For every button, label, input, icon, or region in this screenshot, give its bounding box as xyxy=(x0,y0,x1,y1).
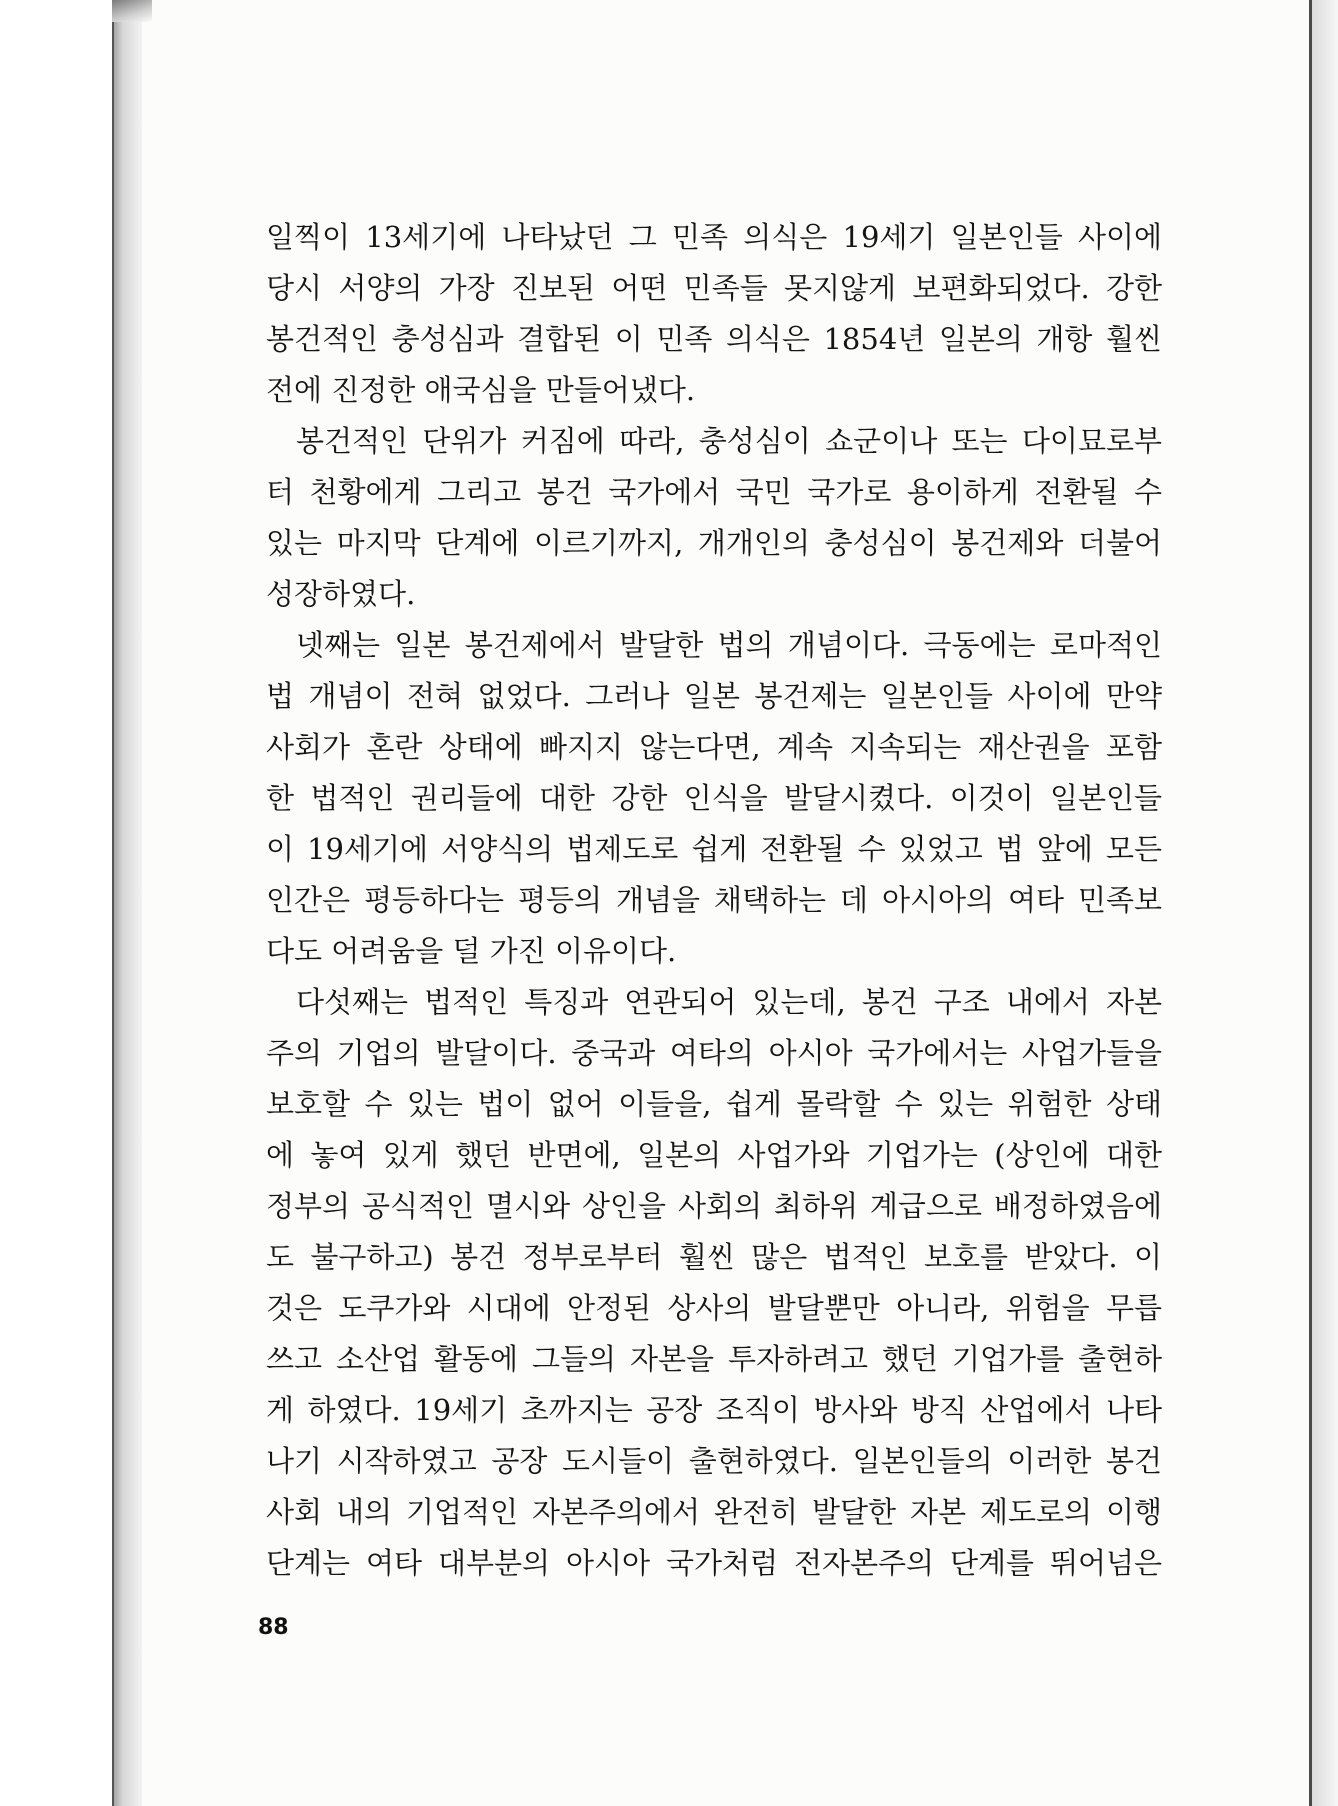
text-line: 다도 어려움을 덜 가진 이유이다. xyxy=(266,934,677,968)
text-line: 이 19세기에 서양식의 법제도로 쉽게 전환될 수 있었고 법 앞에 모든 xyxy=(266,832,1162,866)
page-spine-shadow xyxy=(112,0,142,1806)
page-left-edge xyxy=(112,0,114,1806)
text-line: 넷째는 일본 봉건제에서 발달한 법의 개념이다. 극동에는 로마적인 xyxy=(296,628,1162,662)
text-line: 정부의 공식적인 멸시와 상인을 사회의 최하위 계급으로 배정하였음에 xyxy=(266,1189,1162,1223)
text-line: 한 법적인 권리들에 대한 강한 인식을 발달시켰다. 이것이 일본인들 xyxy=(266,781,1162,815)
page-number: 88 xyxy=(258,1615,289,1640)
text-line: 인간은 평등하다는 평등의 개념을 채택하는 데 아시아의 여타 민족보 xyxy=(266,883,1162,917)
text-line: 사회 내의 기업적인 자본주의에서 완전히 발달한 자본 제도로의 이행 xyxy=(266,1495,1162,1529)
text-line: 터 천황에게 그리고 봉건 국가에서 국민 국가로 용이하게 전환될 수 xyxy=(266,475,1162,509)
text-line: 나기 시작하였고 공장 도시들이 출현하였다. 일본인들의 이러한 봉건 xyxy=(266,1444,1162,1478)
text-line: 당시 서양의 가장 진보된 어떤 민족들 못지않게 보편화되었다. 강한 xyxy=(266,271,1162,305)
text-line: 성장하였다. xyxy=(266,577,416,611)
text-line: 봉건적인 단위가 커짐에 따라, 충성심이 쇼군이나 또는 다이묘로부 xyxy=(296,424,1162,458)
text-line: 전에 진정한 애국심을 만들어냈다. xyxy=(266,373,696,407)
text-line: 사회가 혼란 상태에 빠지지 않는다면, 계속 지속되는 재산권을 포함 xyxy=(266,730,1162,764)
text-line: 것은 도쿠가와 시대에 안정된 상사의 발달뿐만 아니라, 위험을 무릅 xyxy=(266,1291,1162,1325)
text-line: 있는 마지막 단계에 이르기까지, 개개인의 충성심이 봉건제와 더불어 xyxy=(266,526,1162,560)
body-text xyxy=(266,212,1162,1589)
text-line: 쓰고 소산업 활동에 그들의 자본을 투자하려고 했던 기업가를 출현하 xyxy=(266,1342,1162,1376)
text-line: 게 하였다. 19세기 초까지는 공장 조직이 방사와 방직 산업에서 나타 xyxy=(266,1393,1162,1427)
text-line: 다섯째는 법적인 특징과 연관되어 있는데, 봉건 구조 내에서 자본 xyxy=(296,985,1162,1019)
background-right xyxy=(1312,0,1338,1806)
text-line: 주의 기업의 발달이다. 중국과 여타의 아시아 국가에서는 사업가들을 xyxy=(266,1036,1162,1070)
text-line: 에 놓여 있게 했던 반면에, 일본의 사업가와 기업가는 (상인에 대한 xyxy=(266,1138,1162,1172)
text-line: 보호할 수 있는 법이 없어 이들을, 쉽게 몰락할 수 있는 위험한 상태 xyxy=(266,1087,1162,1121)
page-corner-curl xyxy=(112,0,152,22)
text-line: 도 불구하고) 봉건 정부로부터 훨씬 많은 법적인 보호를 받았다. 이 xyxy=(266,1240,1162,1274)
text-line: 단계는 여타 대부분의 아시아 국가처럼 전자본주의 단계를 뛰어넘은 xyxy=(266,1546,1162,1580)
text-line: 봉건적인 충성심과 결합된 이 민족 의식은 1854년 일본의 개항 훨씬 xyxy=(266,322,1162,356)
text-line: 법 개념이 전혀 없었다. 그러나 일본 봉건제는 일본인들 사이에 만약 xyxy=(266,679,1162,713)
text-line: 일찍이 13세기에 나타났던 그 민족 의식은 19세기 일본인들 사이에 xyxy=(266,220,1162,254)
